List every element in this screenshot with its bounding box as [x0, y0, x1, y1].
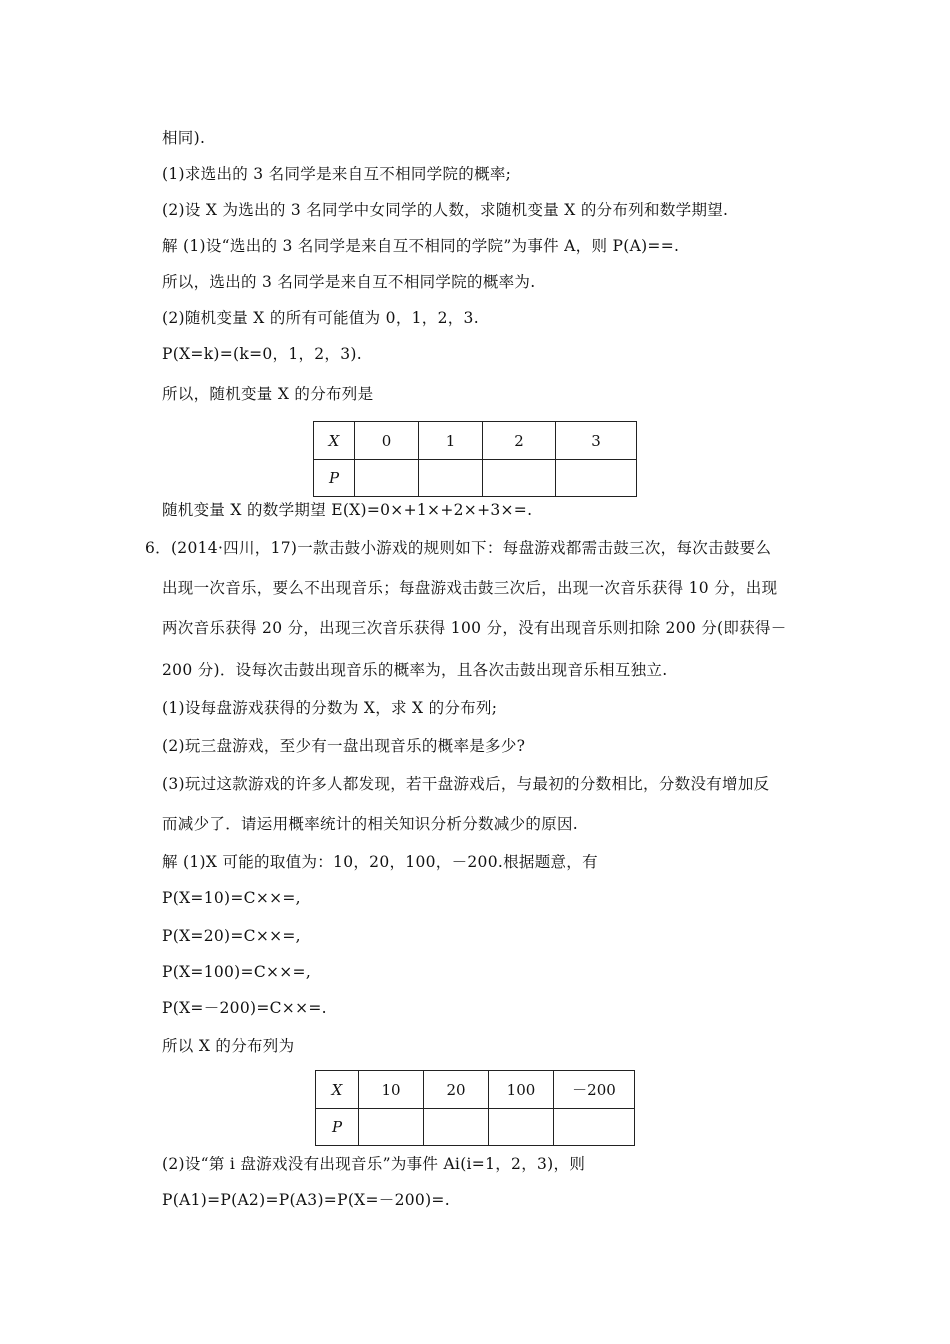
solution-1: 解 (1)X 可能的取值为：10，20，100，－200.根据题意，有 [162, 853, 598, 871]
solution-1: 解 (1)设“选出的 3 名同学是来自互不相同的学院”为事件 A，则 P(A)==. [162, 237, 680, 255]
expectation-line: 随机变量 X 的数学期望 E(X)=0×+1×+2×+3×=. [162, 501, 533, 519]
solution-2: (2)随机变量 X 的所有可能值为 0，1，2，3. [162, 309, 479, 327]
text-line: 200 分)．设每次击鼓出现音乐的概率为，且各次击鼓出现音乐相互独立. [162, 661, 668, 679]
table-cell [424, 1109, 489, 1146]
problem-6: 6．(2014·四川，17)一款击鼓小游戏的规则如下：每盘游戏都需击鼓三次，每次击鼓要么 [145, 539, 772, 557]
table-cell: 3 [556, 422, 637, 460]
table-cell [489, 1109, 554, 1146]
table-cell: 2 [483, 422, 556, 460]
table-cell [556, 460, 637, 497]
table-cell: P [314, 460, 355, 497]
table-cell: －200 [554, 1071, 635, 1109]
table-cell [554, 1109, 635, 1146]
text-line: 所以 X 的分布列为 [162, 1037, 295, 1055]
table-cell: 20 [424, 1071, 489, 1109]
formula-line: P(X=－200)=C××=. [162, 999, 327, 1017]
formula-line: P(X=20)=C××=, [162, 927, 301, 945]
distribution-table-1 [313, 421, 637, 497]
question-3: (3)玩过这款游戏的许多人都发现，若干盘游戏后，与最初的分数相比，分数没有增加反 [162, 775, 770, 793]
table-row [316, 1071, 635, 1109]
table-cell [483, 460, 556, 497]
table-cell: P [316, 1109, 359, 1146]
formula-line: P(X=k)=(k=0，1，2，3). [162, 345, 362, 363]
solution-2: (2)设“第 i 盘游戏没有出现音乐”为事件 Ai(i=1，2，3)，则 [162, 1155, 586, 1173]
table-cell [359, 1109, 424, 1146]
text-line: 而减少了．请运用概率统计的相关知识分析分数减少的原因. [162, 815, 579, 833]
text-line: 所以，随机变量 X 的分布列是 [162, 385, 374, 403]
question-1: (1)求选出的 3 名同学是来自互不相同学院的概率; [162, 165, 512, 183]
text-line: 两次音乐获得 20 分，出现三次音乐获得 100 分，没有出现音乐则扣除 200 分(即获得－ [162, 619, 787, 637]
formula-line: P(X=100)=C××=, [162, 963, 312, 981]
table-cell: 10 [359, 1071, 424, 1109]
table-cell [355, 460, 419, 497]
question-2: (2)玩三盘游戏，至少有一盘出现音乐的概率是多少? [162, 737, 526, 755]
table-row [316, 1109, 635, 1146]
table-cell [419, 460, 483, 497]
formula-line: P(A1)=P(A2)=P(A3)=P(X=－200)=. [162, 1191, 450, 1209]
table-row [314, 460, 637, 497]
text-line: 出现一次音乐，要么不出现音乐；每盘游戏击鼓三次后，出现一次音乐获得 10 分，出现 [162, 579, 778, 597]
table-row [314, 422, 637, 460]
question-2: (2)设 X 为选出的 3 名同学中女同学的人数，求随机变量 X 的分布列和数学期望. [162, 201, 729, 219]
table-cell: X [316, 1071, 359, 1109]
formula-line: P(X=10)=C××=, [162, 889, 301, 907]
table-cell: 1 [419, 422, 483, 460]
distribution-table-2 [315, 1070, 635, 1146]
table-cell: X [314, 422, 355, 460]
text-line: 相同). [162, 129, 206, 147]
table-cell: 0 [355, 422, 419, 460]
table-cell: 100 [489, 1071, 554, 1109]
question-1: (1)设每盘游戏获得的分数为 X，求 X 的分布列; [162, 699, 498, 717]
text-line: 所以，选出的 3 名同学是来自互不相同学院的概率为. [162, 273, 536, 291]
